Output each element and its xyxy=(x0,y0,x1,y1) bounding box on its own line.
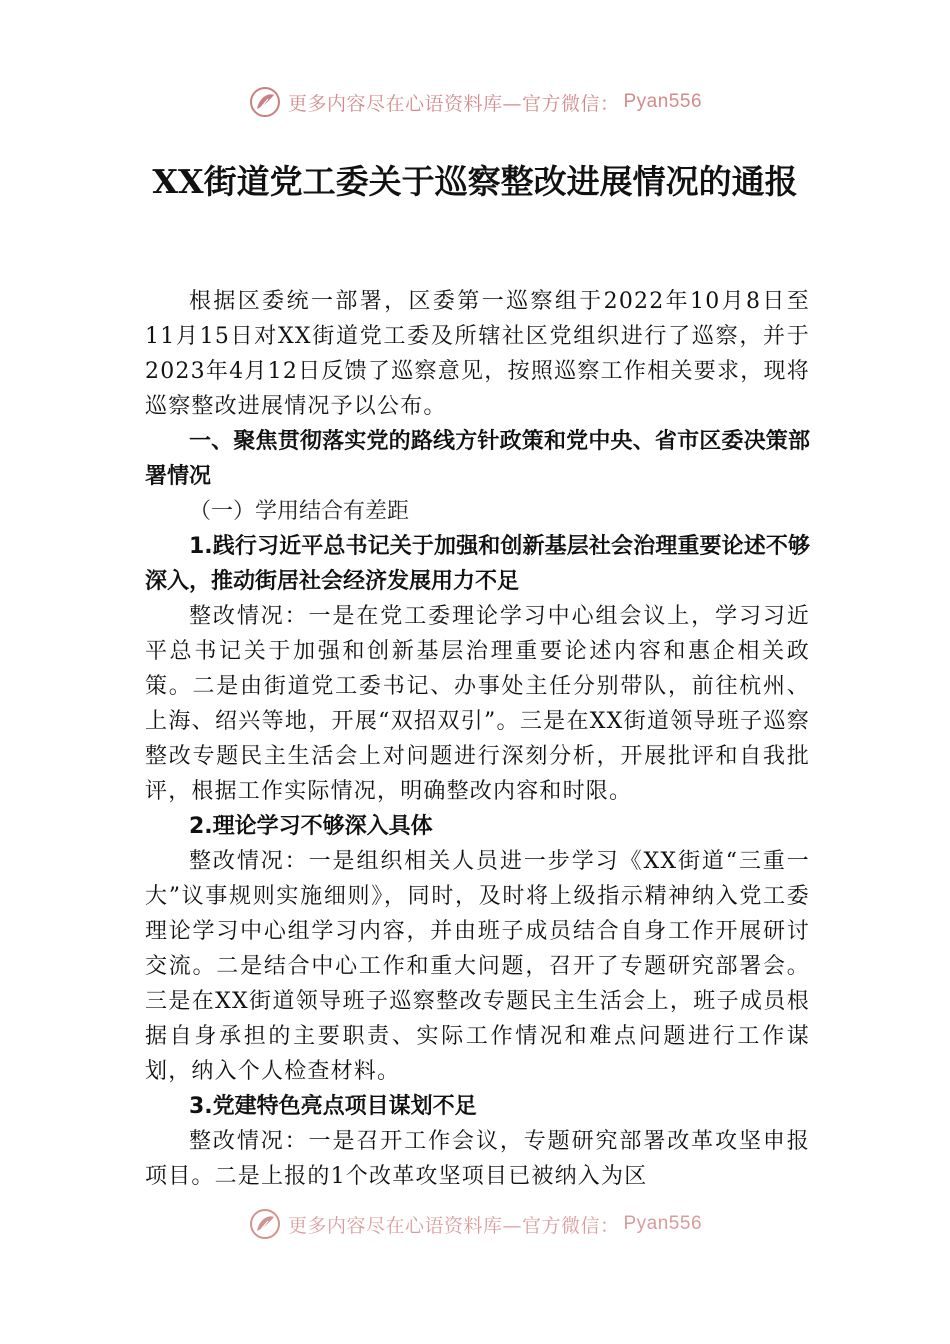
item-heading-1: 1.践行习近平总书记关于加强和创新基层社会治理重要论述不够深入，推动街居社会经济发展用力不足 xyxy=(145,534,810,594)
watermark-handle: Pyan556 xyxy=(623,1213,703,1234)
watermark-footer xyxy=(0,1204,950,1244)
rectification-paragraph-2: 整改情况：一是组织相关人员进一步学习《XX街道“三重一大”议事规则实施细则》，同时，及时将上级指示精神纳入党工委理论学习中心组学习内容，并由班子成员结合自身工作开展研讨交流。二是结合中心工作和重大问题，召开了专题研究部署会。三是在XX街道领导班子巡察整改专题民主生活会上，班子成员根据自身承担的主要职责、实际工作情况和难点问题进行工作谋划，纳入个人检查材料。 xyxy=(145,849,810,1084)
watermark-text: 更多内容尽在心语资料库—官方微信： xyxy=(287,1214,620,1237)
document-body xyxy=(145,284,810,1194)
watermark-handle: Pyan556 xyxy=(623,91,703,112)
rectification-paragraph-3: 整改情况：一是召开工作会议，专题研究部署改革攻坚申报项目。二是上报的1个改革攻坚项目已被纳入为区 xyxy=(145,1129,810,1189)
item-heading-3: 3.党建特色亮点项目谋划不足 xyxy=(189,1094,477,1119)
intro-paragraph: 根据区委统一部署，区委第一巡察组于2022年10月8日至11月15日对XX街道党工委及所辖社区党组织进行了巡察，并于2023年4月12日反馈了巡察意见，按照巡察工作相关要求，现将巡察整改进展情况予以公布。 xyxy=(145,289,810,419)
watermark-header xyxy=(0,82,950,122)
section-heading-1: 一、聚焦贯彻落实党的路线方针政策和党中央、省市区委决策部署情况 xyxy=(145,429,810,489)
watermark-text: 更多内容尽在心语资料库—官方微信： xyxy=(287,92,620,115)
subsection-heading-1: （一）学用结合有差距 xyxy=(189,499,410,524)
rectification-paragraph-1: 整改情况：一是在党工委理论学习中心组会议上，学习习近平总书记关于加强和创新基层治理重要论述内容和惠企相关政策。二是由街道党工委书记、办事处主任分别带队，前往杭州、上海、绍兴等地，开展“双招双引”。三是在XX街道领导班子巡察整改专题民主生活会上对问题进行深刻分析，开展批评和自我批评，根据工作实际情况，明确整改内容和时限。 xyxy=(145,604,810,804)
leaf-seal-icon xyxy=(248,85,282,119)
leaf-seal-icon xyxy=(248,1207,282,1241)
item-heading-2: 2.理论学习不够深入具体 xyxy=(189,814,433,839)
page-title: XX街道党工委关于巡察整改进展情况的通报 xyxy=(152,162,798,201)
